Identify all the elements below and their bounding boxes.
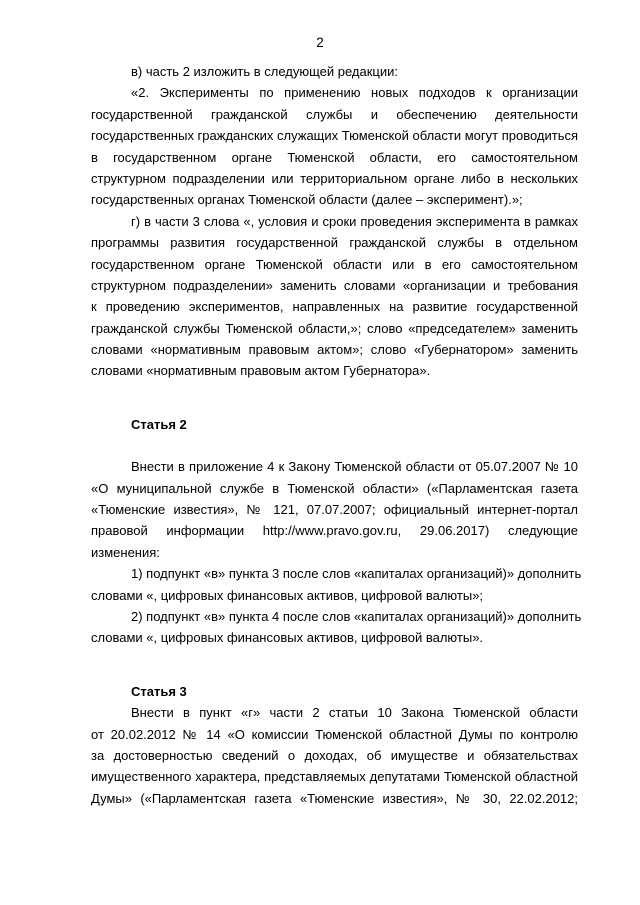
text-line: словами «, цифровых финансовых активов, цифровой валюты».	[91, 630, 484, 646]
text-line: гражданской службы Тюменской области,»; слово «председателем» заменить	[91, 320, 578, 336]
text-line: изменения:	[91, 544, 160, 560]
article-2-heading: Статья 2	[131, 416, 187, 432]
text-line: государственной гражданской службы и обеспечению деятельности	[91, 106, 578, 122]
text-line: структурном подразделении или территориальном органе либо в нескольких	[91, 170, 578, 186]
text-line: Думы» («Парламентская газета «Тюменские известия», № 30, 22.02.2012;	[91, 790, 578, 806]
paragraph-item-v	[91, 61, 578, 82]
paragraph-item-g	[91, 211, 578, 382]
text-line: в государственном органе Тюменской области, его самостоятельном	[91, 149, 578, 165]
text-line: Внести в приложение 4 к Закону Тюменской области от 05.07.2007 № 10	[131, 459, 578, 475]
text-line: словами «нормативным правовым актом Губернатора».	[91, 363, 431, 379]
spacer	[91, 435, 578, 456]
article-2-item-2	[91, 606, 582, 649]
text-line: за достоверностью сведений о доходах, об имуществе и обязательствах	[91, 747, 578, 763]
article-3-heading: Статья 3	[131, 683, 187, 699]
text-line: государственных гражданских служащих Тюменской области могут проводиться	[91, 128, 579, 144]
spacer	[91, 382, 578, 414]
text-line: государственных органах Тюменской области (далее – эксперимент).»;	[91, 192, 523, 208]
article-2-item-1	[91, 563, 582, 606]
paragraph-quoted-part-2	[91, 82, 578, 210]
text-line: к проведению экспериментов, направленных на развитие государственной	[91, 299, 578, 315]
article-3-text	[91, 702, 578, 809]
text-line: государственном органе Тюменской области или в его самостоятельном	[91, 256, 578, 272]
text-line: от 20.02.2012 № 14 «О комиссии Тюменской областной Думы по контролю	[91, 726, 578, 742]
page-number: 2	[316, 35, 324, 50]
article-2-intro	[91, 456, 578, 563]
text-line: г) в части 3 слова «, условия и сроки проведения эксперимента в рамках	[131, 213, 578, 229]
text-line: структурном подразделении» заменить словами «организации и требования	[91, 277, 578, 293]
text-line: в) часть 2 изложить в следующей редакции:	[131, 64, 399, 79]
text-line: имущественного характера, представляемых депутатами Тюменской областной	[91, 769, 578, 785]
text-line: программы развития государственной гражданской службы в отдельном	[91, 235, 578, 251]
text-line: Внести в пункт «г» части 2 статьи 10 Закона Тюменской области	[131, 705, 578, 721]
document-body	[91, 61, 582, 809]
text-line: «2. Эксперименты по применению новых подходов к организации	[131, 85, 578, 101]
text-line: словами «нормативным правовым актом»; слово «Губернатором» заменить	[91, 342, 578, 358]
text-line: 2) подпункт «в» пункта 4 после слов «капиталах организаций)» дополнить	[131, 608, 582, 624]
text-line: словами «, цифровых финансовых активов, цифровой валюты»;	[91, 587, 484, 603]
text-line: «О муниципальной службе в Тюменской области» («Парламентская газета	[91, 480, 578, 496]
spacer	[91, 649, 578, 681]
text-line: правовой информации http://www.pravo.gov.ru, 29.06.2017) следующие	[91, 523, 578, 539]
text-line: 1) подпункт «в» пункта 3 после слов «капиталах организаций)» дополнить	[131, 566, 582, 582]
text-line: «Тюменские известия», № 121, 07.07.2007; официальный интернет-портал	[91, 502, 578, 518]
